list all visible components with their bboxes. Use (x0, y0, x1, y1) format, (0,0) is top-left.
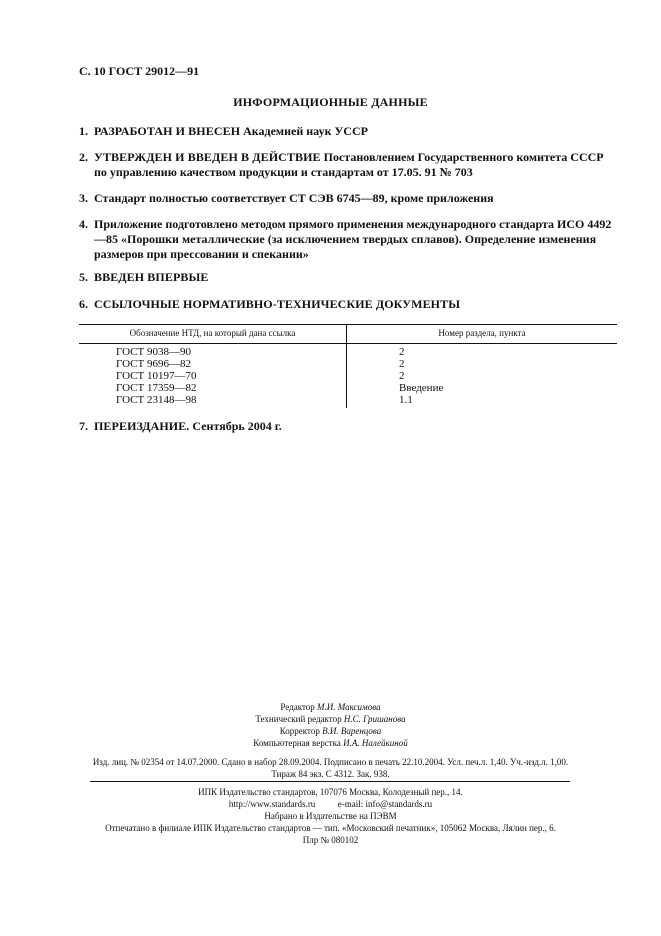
item-text: Приложение подготовлено методом прямого применения международного стандарта ИСО 4492—85 «Порошки металлические (за исключением твердых сплавов). Определение изменения размеров при прессовании и спекании» (94, 217, 612, 261)
table-cell-section: 2 (399, 358, 405, 370)
editorial-credits (0, 701, 661, 749)
item-text: Стандарт полностью соответствует СТ СЭВ 6745—89, кроме приложения (94, 191, 494, 205)
credit-person: В.И. Варенцова (322, 726, 382, 736)
footer-divider (90, 781, 570, 782)
info-item-5 (79, 270, 617, 285)
item-text: Постановлением Государственного комитета СССР по управлению качеством продукции и стандартам от 17.05. 91 № 703 (94, 150, 604, 179)
imprint-line: Тираж 84 экз. С 4312. Зак. 938. (271, 769, 390, 779)
info-item-7 (79, 419, 617, 434)
item-number: 7. (79, 419, 88, 433)
info-item-1 (79, 124, 617, 139)
item-number: 3. (79, 191, 88, 205)
credit-proofreader (0, 725, 661, 737)
publisher-line: Плр № 080102 (302, 835, 359, 845)
item-number: 4. (79, 217, 88, 231)
item-heading: РАЗРАБОТАН И ВНЕСЕН (94, 124, 241, 138)
table-cell-document: ГОСТ 10197—70 (116, 370, 197, 382)
credit-tech-editor (0, 713, 661, 725)
publisher-info (0, 786, 661, 846)
item-heading: УТВЕРЖДЕН И ВВЕДЕН В ДЕЙСТВИЕ (94, 150, 321, 164)
table-cell-document: ГОСТ 23148—98 (116, 394, 197, 406)
info-item-6 (79, 297, 617, 312)
publisher-line: ИПК Издательство стандартов, 107076 Москва, Колодезный пер., 14. (198, 787, 463, 797)
credit-person: М.И. Максимова (317, 702, 381, 712)
credit-label: Компьютерная верстка (253, 738, 341, 748)
item-text: Академией наук УССР (240, 124, 368, 138)
table-cell-section: 2 (399, 370, 405, 382)
credit-layout (0, 737, 661, 749)
credit-person: И.А. Налейкиной (343, 738, 408, 748)
info-item-4 (79, 217, 617, 262)
reference-table (79, 324, 617, 408)
table-top-rule (79, 324, 617, 325)
item-heading: ССЫЛОЧНЫЕ НОРМАТИВНО-ТЕХНИЧЕСКИЕ ДОКУМЕНТЫ (94, 297, 461, 311)
table-header-rule (79, 343, 617, 344)
publisher-line: Набрано в Издательстве на ПЭВМ (264, 811, 397, 821)
credit-label: Технический редактор (255, 714, 342, 724)
section-title: ИНФОРМАЦИОННЫЕ ДАННЫЕ (233, 95, 428, 109)
publisher-line: http://www.standards.ru e-mail: info@standards.ru (228, 799, 433, 809)
credit-label: Редактор (280, 702, 315, 712)
publisher-line: Отпечатано в филиале ИПК Издательство стандартов — тип. «Московский печатник», 105062 Москва, Лялин пер., 6. (105, 823, 556, 833)
table-cell-section: 2 (399, 346, 405, 358)
item-number: 2. (79, 150, 88, 164)
item-heading: ПЕРЕИЗДАНИЕ. (94, 419, 190, 433)
table-cell-section: Введение (399, 382, 444, 394)
print-imprint (0, 756, 661, 780)
imprint-line: Изд. лиц. № 02354 от 14.07.2000. Сдано в набор 28.09.2004. Подписано в печать 22.10.2004. Усл. печ.л. 1,40. Уч.-изд.л. 1,00. (92, 757, 569, 767)
credit-label: Корректор (279, 726, 320, 736)
info-item-3 (79, 191, 617, 206)
credit-editor (0, 701, 661, 713)
info-item-2 (79, 150, 617, 180)
credit-person: Н.С. Гришанова (343, 714, 406, 724)
table-header-document: Обозначение НТД, на который дана ссылка (129, 328, 296, 338)
item-number: 6. (79, 297, 88, 311)
item-heading: ВВЕДЕН ВПЕРВЫЕ (94, 270, 209, 284)
page-header: С. 10 ГОСТ 29012—91 (79, 64, 200, 78)
table-cell-section: 1.1 (399, 394, 413, 406)
item-number: 1. (79, 124, 88, 138)
table-cell-document: ГОСТ 9038—90 (116, 346, 191, 358)
table-header-section: Номер раздела, пункта (438, 328, 526, 338)
table-cell-document: ГОСТ 9696—82 (116, 358, 191, 370)
item-text: Сентябрь 2004 г. (189, 419, 282, 433)
item-number: 5. (79, 270, 88, 284)
table-cell-document: ГОСТ 17359—82 (116, 382, 197, 394)
